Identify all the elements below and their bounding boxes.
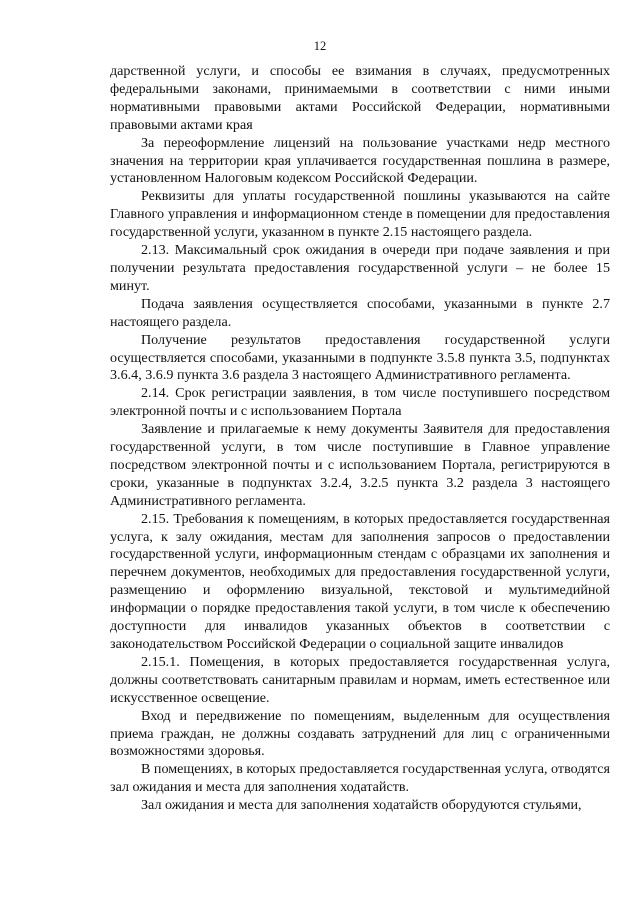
paragraph-section-2-15-1: 2.15.1. Помещения, в которых предоставляется государственная услуга, должны соответствовать санитарным правилам и нормам, иметь естественное или искусственное освещение. bbox=[110, 653, 610, 706]
paragraph-license-reissue-fee: За переоформление лицензий на пользование участками недр местного значения на территории края уплачивается государственная пошлина в размере, установленном Налоговым кодексом Российской Федерации. bbox=[110, 134, 610, 187]
paragraph-section-2-13: 2.13. Максимальный срок ожидания в очереди при подаче заявления и при получении результата предоставления государственной услуги – не более 15 минут. bbox=[110, 242, 610, 294]
paragraph-payment-details: Реквизиты для уплаты государственной пошлины указываются на сайте Главного управления и информационном стенде в помещении для предоставления государственной услуги, указанном в пункте 2.15 настоящего раздела. bbox=[110, 188, 610, 241]
paragraph-fee-continuation: дарственной услуги, и способы ее взимания в случаях, предусмотренных федеральными законами, принимаемыми в соответствии с ними иными нормативными правовыми актами Российской Федерации, нормативными правовыми актами края bbox=[110, 63, 610, 133]
page-number: 12 bbox=[313, 39, 327, 53]
paragraph-waiting-area-equipment: Зал ожидания и места для заполнения ходатайств оборудуются стульями, bbox=[141, 797, 582, 814]
paragraph-registration-terms: Заявление и прилагаемые к нему документы Заявителя для предоставления государственной услуги, в том числе поступившие в Главное управление посредством электронной почты и с использованием Портала, регистрируются в сроки, указанные в подпунктах 3.2.4, 3.2.5 пункта 3.2 раздела 3 настоящего Административного регламента. bbox=[110, 421, 610, 509]
paragraph-accessibility: Вход и передвижение по помещениям, выделенным для осуществления приема граждан, не должны создавать затруднений для лиц с ограниченными возможностями здоровья. bbox=[110, 707, 610, 760]
paragraph-results-receipt: Получение результатов предоставления государственной услуги осуществляется способами, указанными в подпункте 3.5.8 пункта 3.5, подпунктах 3.6.4, 3.6.9 пункта 3.6 раздела 3 настоящего Административного регламента. bbox=[110, 331, 610, 384]
paragraph-section-2-14: 2.14. Срок регистрации заявления, в том числе поступившего посредством электронной почты и с использованием Портала bbox=[110, 385, 610, 420]
paragraph-application-submission: Подача заявления осуществляется способами, указанными в пункте 2.7 настоящего раздела. bbox=[110, 295, 610, 330]
paragraph-section-2-15: 2.15. Требования к помещениям, в которых предоставляется государственная услуга, к залу ожидания, местам для заполнения запросов о предоставлении государственной услуги, информационным стендам с образцами их заполнения и перечнем документов, необходимых для предоставления государственной услуги, размещению и оформлению визуальной, текстовой и мультимедийной информации о порядке предоставления такой услуги, в том числе к обеспечению доступности для инвалидов указанных объектов в соответствии с законодательством Российской Федерации о социальной защите инвалидов bbox=[110, 510, 610, 652]
paragraph-waiting-area: В помещениях, в которых предоставляется государственная услуга, отводятся зал ожидания и места для заполнения ходатайств. bbox=[110, 761, 610, 796]
document-body bbox=[110, 63, 610, 815]
